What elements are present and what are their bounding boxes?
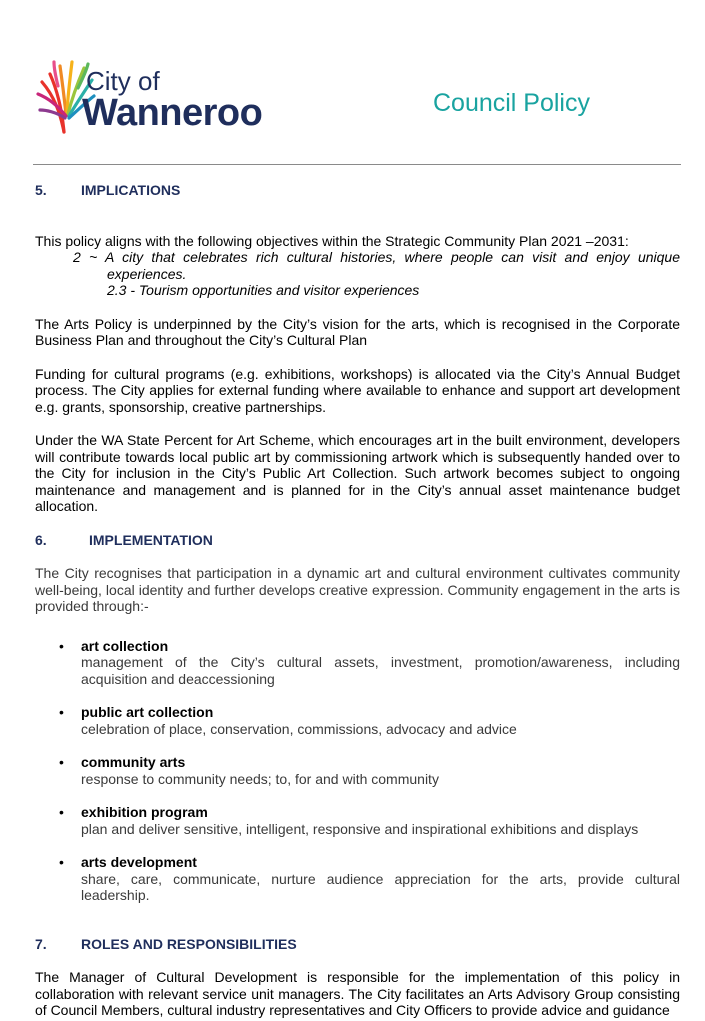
section-number: 5. <box>35 182 47 198</box>
document-body <box>35 182 680 1019</box>
list-item-description: share, care, communicate, nurture audience appreciation for the arts, provide cultural leadership. <box>81 870 680 903</box>
list-item <box>35 804 680 837</box>
paragraph: Funding for cultural programs (e.g. exhibitions, workshops) is allocated via the City’s Annual Budget process. The City applies for external funding where available to enhance and support art development e.g. grants, sponsorship, creative partnerships. <box>35 365 680 415</box>
list-item-description: celebration of place, conservation, commissions, advocacy and advice <box>81 720 517 737</box>
list-item-title: public art collection <box>81 704 214 720</box>
section-title: IMPLEMENTATION <box>89 531 213 548</box>
engagement-list <box>35 638 680 904</box>
section-title: IMPLICATIONS <box>81 182 181 198</box>
list-item <box>35 704 680 737</box>
list-item-title: exhibition program <box>81 804 208 820</box>
objective-subitem: 2.3 - Tourism opportunities and visitor experiences <box>107 282 420 298</box>
logo-text-wanneroo: Wanneroo <box>82 92 263 134</box>
list-item-title: arts development <box>81 854 197 870</box>
section-5-heading <box>35 182 680 199</box>
section-6-heading <box>35 532 680 549</box>
bullet-icon: • <box>59 754 64 770</box>
list-item-title: art collection <box>81 637 169 654</box>
bullet-icon: • <box>59 854 64 870</box>
objectives-intro: This policy aligns with the following objectives within the Strategic Community Plan 2021 –2031: <box>35 232 629 249</box>
list-item-description: management of the City’s cultural assets, investment, promotion/awareness, including acquisition and deaccessioning <box>81 654 680 687</box>
bullet-icon: • <box>59 804 64 820</box>
page-header <box>0 0 705 166</box>
paragraph: The Manager of Cultural Development is responsible for the implementation of this policy in collaboration with relevant service unit managers. The City facilitates an Arts Advisory Group consisting of Council Members, cultural industry representatives and City Officers to provide advice and guidance <box>35 969 680 1018</box>
paragraph: The Arts Policy is underpinned by the City’s vision for the arts, which is recognised in the Corporate Business Plan and throughout the City’s Cultural Plan <box>35 315 680 348</box>
logo-text-city: City of <box>86 66 160 96</box>
section-number: 6. <box>35 531 47 548</box>
section-7-heading <box>35 936 680 953</box>
section-number: 7. <box>35 935 47 952</box>
document-type-title: Council Policy <box>432 89 590 117</box>
section-title: ROLES AND RESPONSIBILITIES <box>81 935 297 952</box>
bullet-icon: • <box>59 637 64 654</box>
bullet-icon: • <box>59 704 64 720</box>
list-item-description: plan and deliver sensitive, intelligent, responsive and inspirational exhibitions and displays <box>81 820 639 837</box>
header-divider <box>33 164 681 165</box>
list-item-title: community arts <box>81 754 186 770</box>
list-item-description: response to community needs; to, for and with community <box>81 770 439 787</box>
paragraph: Under the WA State Percent for Art Scheme, which encourages art in the built environment, developers will contribute towards local public art by commissioning artwork which is subsequently handed over to the City for inclusion in the City’s Public Art Collection. Such artwork becomes subject to ongoing maintenance and management and is planned for in the City’s annual asset maintenance budget allocation. <box>35 432 680 514</box>
list-item <box>35 754 680 787</box>
list-item <box>35 638 680 688</box>
list-item <box>35 854 680 904</box>
paragraph: The City recognises that participation in a dynamic art and cultural environment cultivates community well-being, local identity and further develops creative expression. Community engagement in the arts is provided through:- <box>35 565 680 614</box>
objective-item: 2 ~ A city that celebrates rich cultural histories, where people can visit and enjoy unique experiences. <box>73 249 680 282</box>
